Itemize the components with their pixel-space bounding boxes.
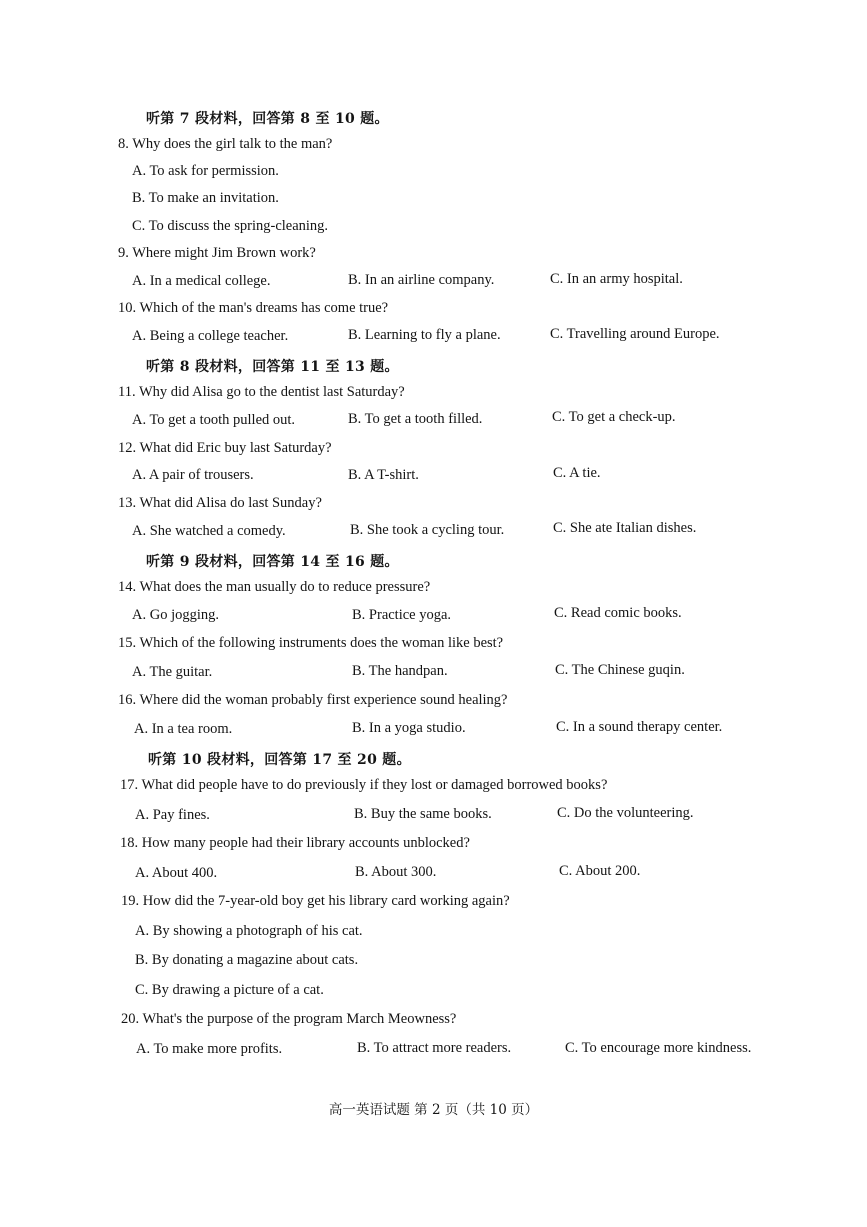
section-heading: 听第 8 段材料，回答第 11 至 13 题。 bbox=[146, 359, 399, 375]
option-b: B. A T-shirt. bbox=[348, 467, 419, 483]
question-text: 10. Which of the man's dreams has come true? bbox=[118, 300, 389, 316]
option-b: B. In an airline company. bbox=[348, 272, 495, 288]
option-c: C. Do the volunteering. bbox=[557, 805, 694, 821]
option-c: C. By drawing a picture of a cat. bbox=[135, 982, 324, 998]
option-a: A. To ask for permission. bbox=[132, 163, 279, 179]
option-b: B. To get a tooth filled. bbox=[348, 411, 483, 427]
question-text: 12. What did Eric buy last Saturday? bbox=[118, 440, 332, 456]
option-a: A. By showing a photograph of his cat. bbox=[135, 923, 363, 939]
option-b: B. In a yoga studio. bbox=[352, 720, 466, 736]
option-a: A. In a tea room. bbox=[134, 721, 233, 737]
option-a: A. Pay fines. bbox=[135, 807, 210, 823]
section-heading: 听第 10 段材料，回答第 17 至 20 题。 bbox=[148, 752, 411, 768]
option-a: A. The guitar. bbox=[132, 664, 213, 680]
option-c: C. To get a check-up. bbox=[552, 409, 676, 425]
option-c: C. In an army hospital. bbox=[550, 271, 683, 287]
question-text: 16. Where did the woman probably first experience sound healing? bbox=[118, 692, 508, 708]
option-c: C. She ate Italian dishes. bbox=[553, 520, 697, 536]
question-text: 15. Which of the following instruments does the woman like best? bbox=[118, 635, 504, 651]
question-text: 11. Why did Alisa go to the dentist last Saturday? bbox=[118, 384, 405, 400]
option-a: A. In a medical college. bbox=[132, 273, 271, 289]
option-b: B. Practice yoga. bbox=[352, 607, 452, 623]
question-text: 18. How many people had their library accounts unblocked? bbox=[120, 835, 470, 851]
question-text: 14. What does the man usually do to reduce pressure? bbox=[118, 579, 431, 595]
option-a: A. Go jogging. bbox=[132, 607, 219, 623]
option-c: C. To encourage more kindness. bbox=[565, 1040, 752, 1056]
option-c: C. Read comic books. bbox=[554, 605, 682, 621]
option-a: A. A pair of trousers. bbox=[132, 467, 254, 483]
question-text: 9. Where might Jim Brown work? bbox=[118, 245, 316, 261]
option-a: A. She watched a comedy. bbox=[132, 523, 286, 539]
option-b: B. About 300. bbox=[355, 864, 437, 880]
option-b: B. To make an invitation. bbox=[132, 190, 279, 206]
section-heading: 听第 9 段材料，回答第 14 至 16 题。 bbox=[146, 554, 399, 570]
option-b: B. By donating a magazine about cats. bbox=[135, 952, 359, 968]
question-text: 19. How did the 7-year-old boy get his library card working again? bbox=[121, 893, 510, 909]
section-heading: 听第 7 段材料，回答第 8 至 10 题。 bbox=[146, 111, 389, 127]
option-c: C. In a sound therapy center. bbox=[556, 719, 723, 735]
option-a: A. Being a college teacher. bbox=[132, 328, 289, 344]
option-c: C. The Chinese guqin. bbox=[555, 662, 685, 678]
option-b: B. She took a cycling tour. bbox=[350, 522, 505, 538]
question-text: 17. What did people have to do previously if they lost or damaged borrowed books? bbox=[120, 777, 608, 793]
option-b: B. Learning to fly a plane. bbox=[348, 327, 501, 343]
option-a: A. About 400. bbox=[135, 865, 218, 881]
option-b: B. The handpan. bbox=[352, 663, 448, 679]
question-text: 8. Why does the girl talk to the man? bbox=[118, 136, 333, 152]
question-text: 13. What did Alisa do last Sunday? bbox=[118, 495, 322, 511]
option-c: C. To discuss the spring-cleaning. bbox=[132, 218, 329, 234]
option-b: B. Buy the same books. bbox=[354, 806, 492, 822]
option-c: C. Travelling around Europe. bbox=[550, 326, 720, 342]
option-a: A. To get a tooth pulled out. bbox=[132, 412, 296, 428]
page-footer: 高一英语试题 第 2 页（共 10 页） bbox=[328, 1102, 539, 1118]
question-text: 20. What's the purpose of the program March Meowness? bbox=[121, 1011, 457, 1027]
option-c: C. A tie. bbox=[553, 465, 601, 481]
option-c: C. About 200. bbox=[559, 863, 641, 879]
option-b: B. To attract more readers. bbox=[357, 1040, 512, 1056]
option-a: A. To make more profits. bbox=[136, 1041, 283, 1057]
